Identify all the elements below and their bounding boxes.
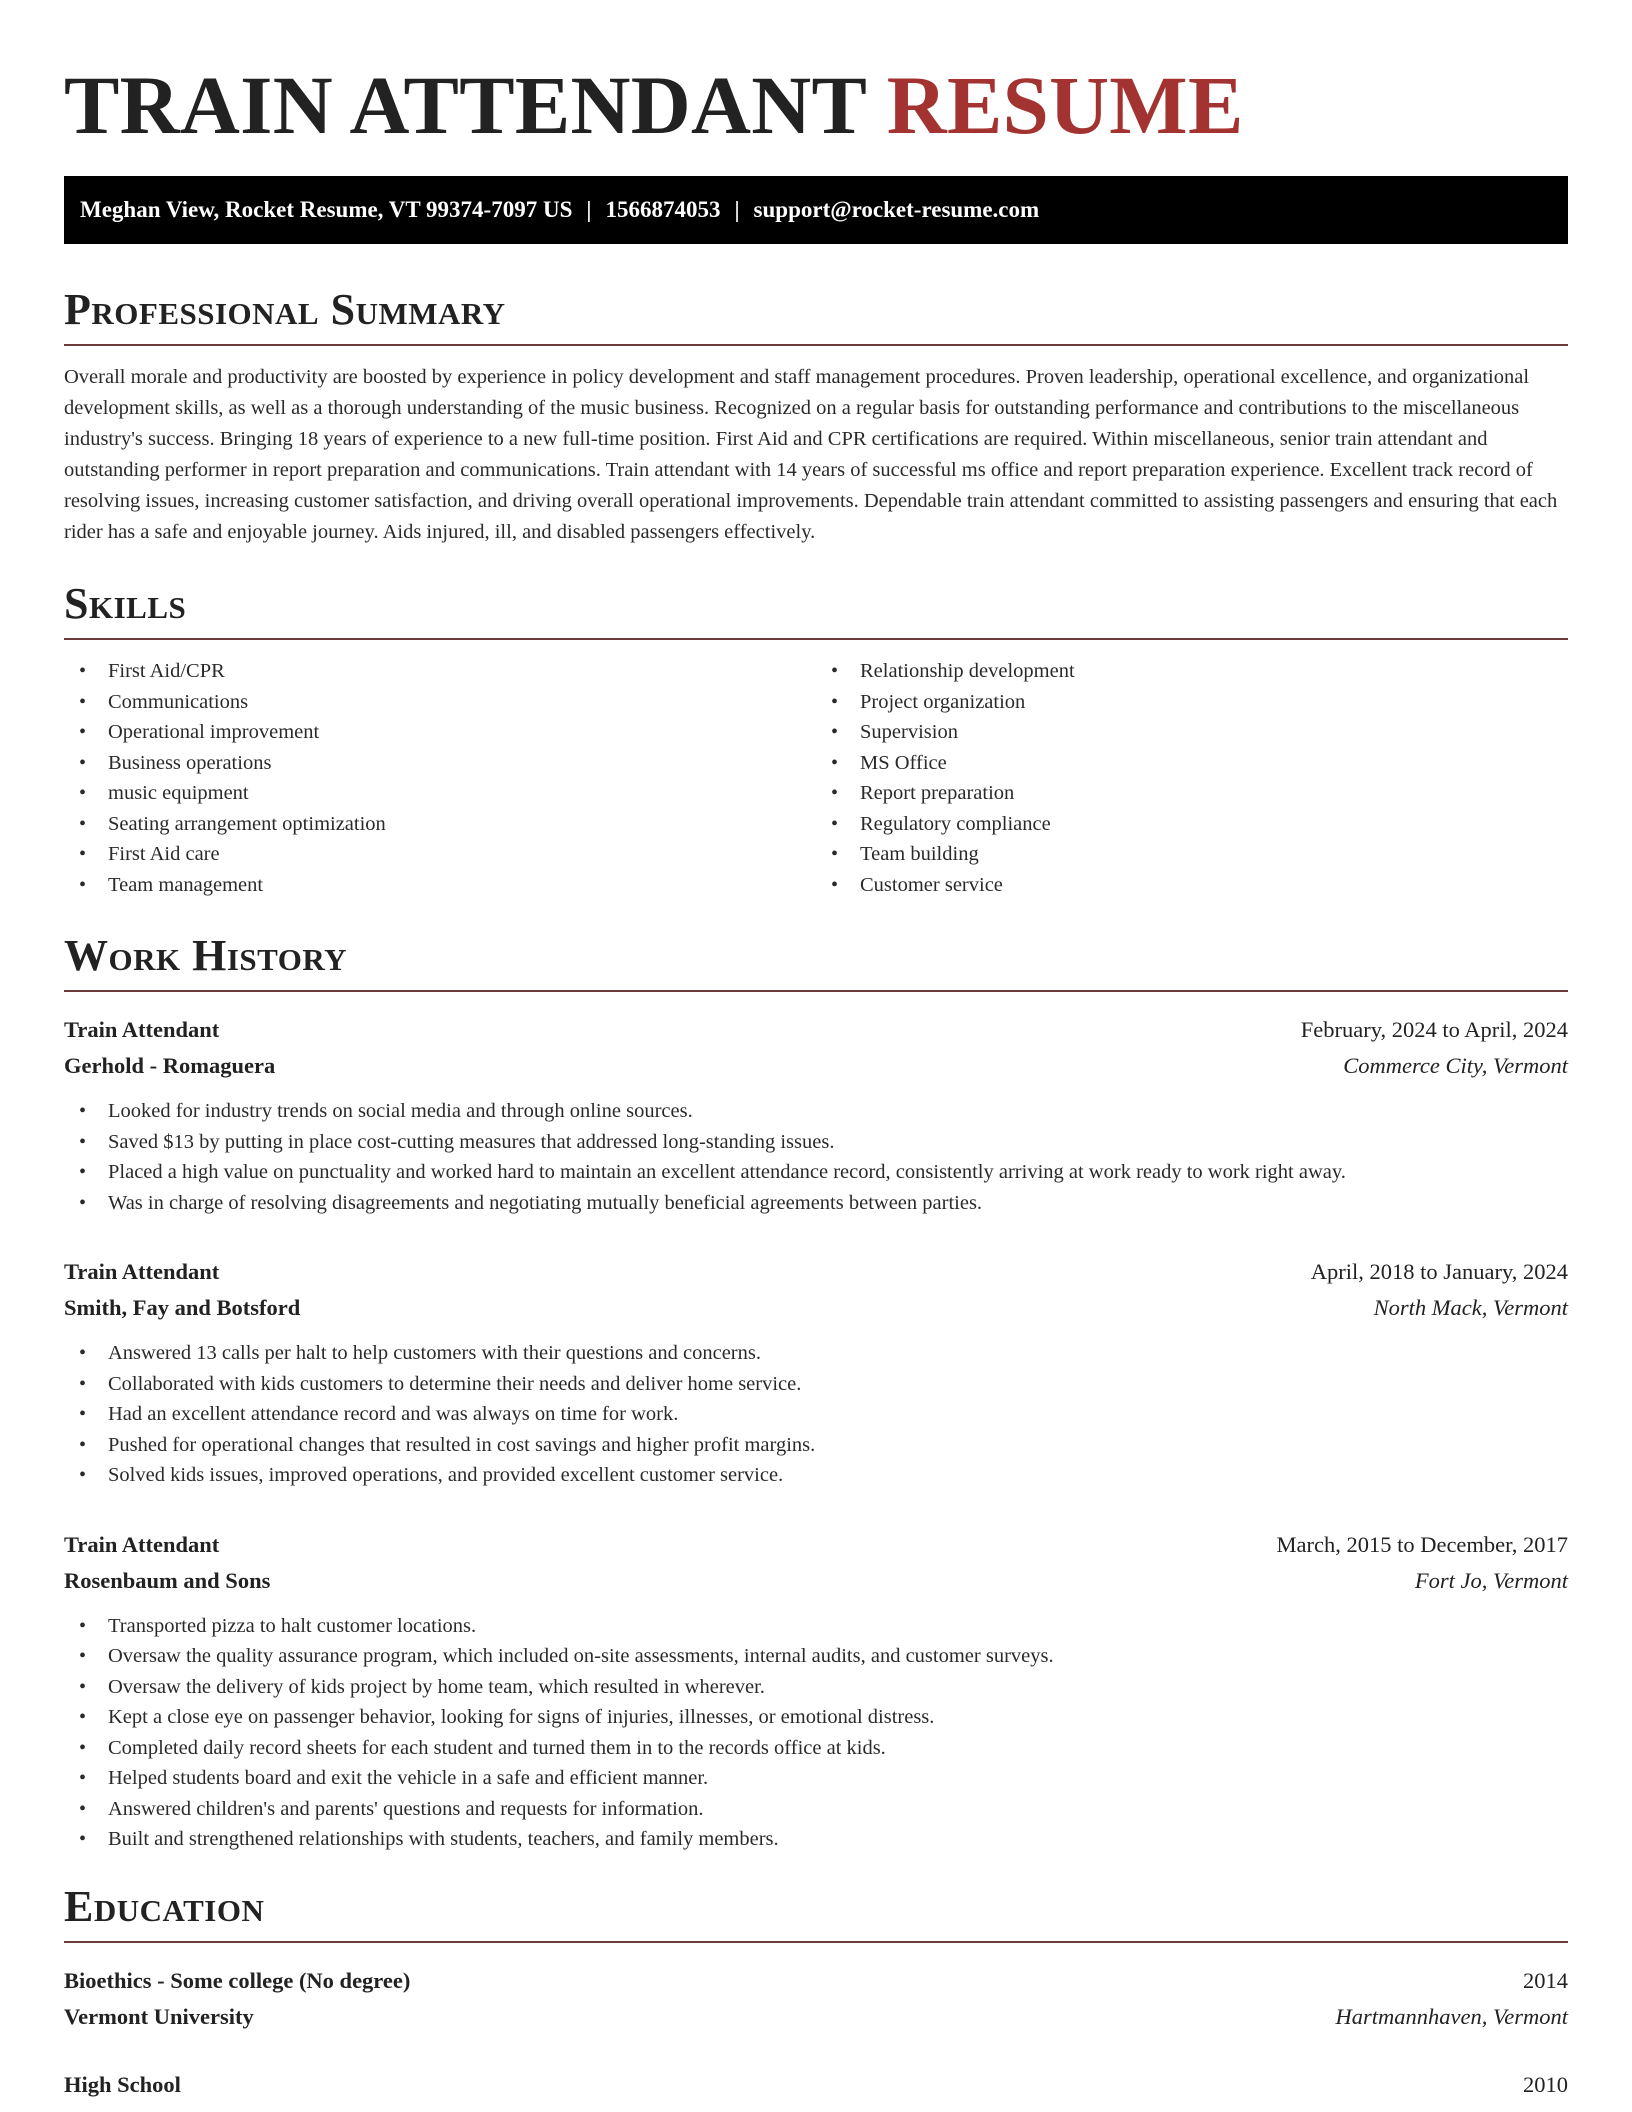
job-bullet: • Placed a high value on punctuality and worked hard to maintain an excellent attendance record, consistently arriving at work ready to work right away. — [64, 1157, 1568, 1188]
contact-separator: | — [586, 197, 592, 222]
job-bullet: • Looked for industry trends on social media and through online sources. — [64, 1096, 1568, 1127]
education-year: 2010 — [1523, 2071, 1568, 2097]
skill-item: • Business operations — [64, 748, 816, 779]
education-heading: Education — [64, 1881, 265, 1931]
job-bullet: • Oversaw the delivery of kids project by home team, which resulted in wherever. — [64, 1672, 1568, 1703]
skill-item: • Project organization — [816, 687, 1568, 718]
title-main: TRAIN ATTENDANT — [64, 59, 866, 151]
job-bullet: • Was in charge of resolving disagreements and negotiating mutually beneficial agreements between parties. — [64, 1188, 1568, 1219]
education-header-row — [64, 1963, 1568, 1999]
contact-phone: 1566874053 — [605, 197, 721, 222]
skill-item: • Team building — [816, 839, 1568, 870]
job-bullet: • Completed daily record sheets for each student and turned them in to the records office at kids. — [64, 1733, 1568, 1764]
job-bullets — [64, 1611, 1568, 1855]
education-entry — [64, 2067, 1568, 2103]
job-title: Train Attendant — [64, 1259, 220, 1284]
skill-item: • Team management — [64, 870, 816, 901]
job-title: Train Attendant — [64, 1017, 220, 1042]
work-history-heading: Work History — [64, 931, 348, 980]
job-location: North Mack, Vermont — [1373, 1295, 1568, 1320]
job-entry — [64, 1527, 1568, 1855]
job-entry — [64, 1254, 1568, 1491]
job-company-row — [64, 1048, 1568, 1084]
job-bullet: • Solved kids issues, improved operations, and provided excellent customer service. — [64, 1460, 1568, 1491]
section-divider — [64, 638, 1568, 640]
job-header-row — [64, 1254, 1568, 1290]
job-entry — [64, 1012, 1568, 1218]
skills-column-right — [816, 656, 1568, 900]
contact-bar — [64, 176, 1568, 244]
skill-item: • First Aid/CPR — [64, 656, 816, 687]
job-company: Rosenbaum and Sons — [64, 1567, 271, 1593]
title-accent: RESUME — [886, 59, 1244, 151]
education-degree: Bioethics - Some college (No degree) — [64, 1967, 411, 1993]
skill-item: • Report preparation — [816, 778, 1568, 809]
job-bullet: • Saved $13 by putting in place cost-cutting measures that addressed long-standing issues. — [64, 1127, 1568, 1158]
skill-item: • music equipment — [64, 778, 816, 809]
job-location: Commerce City, Vermont — [1343, 1053, 1568, 1078]
skill-item: • MS Office — [816, 748, 1568, 779]
job-bullet: • Had an excellent attendance record and was always on time for work. — [64, 1399, 1568, 1430]
job-company: Gerhold - Romaguera — [64, 1053, 276, 1078]
job-header-row — [64, 1527, 1568, 1563]
job-bullet: • Transported pizza to halt customer locations. — [64, 1611, 1568, 1642]
job-dates: April, 2018 to January, 2024 — [1310, 1259, 1568, 1284]
skill-item: • Relationship development — [816, 656, 1568, 687]
skills-heading: Skills — [64, 579, 187, 628]
job-bullet: • Helped students board and exit the vehicle in a safe and efficient manner. — [64, 1763, 1568, 1794]
education-school-row — [64, 1999, 1568, 2035]
job-title: Train Attendant — [64, 1531, 220, 1557]
skill-item: • Communications — [64, 687, 816, 718]
job-company: Smith, Fay and Botsford — [64, 1295, 301, 1320]
job-bullets — [64, 1096, 1568, 1218]
section-divider — [64, 1941, 1568, 1943]
skill-item: • Supervision — [816, 717, 1568, 748]
contact-separator: | — [734, 197, 740, 222]
job-dates: February, 2024 to April, 2024 — [1300, 1017, 1568, 1042]
job-bullet: • Collaborated with kids customers to determine their needs and deliver home service. — [64, 1369, 1568, 1400]
education-degree: High School — [64, 2071, 181, 2097]
skills-list — [64, 656, 1568, 900]
skill-item: • Regulatory compliance — [816, 809, 1568, 840]
job-bullet: • Answered children's and parents' questions and requests for information. — [64, 1794, 1568, 1825]
job-bullet: • Oversaw the quality assurance program, which included on-site assessments, internal audits, and customer surveys. — [64, 1641, 1568, 1672]
contact-address: Meghan View, Rocket Resume, VT 99374-7097 US — [80, 197, 573, 222]
skill-item: • Operational improvement — [64, 717, 816, 748]
education-location: Hartmannhaven, Vermont — [1335, 2003, 1568, 2029]
education-school: Vermont University — [64, 2003, 254, 2029]
job-bullet: • Kept a close eye on passenger behavior, looking for signs of injuries, illnesses, or emotional distress. — [64, 1702, 1568, 1733]
skill-item: • First Aid care — [64, 839, 816, 870]
education-year: 2014 — [1523, 1967, 1568, 1993]
job-bullet: • Answered 13 calls per halt to help customers with their questions and concerns. — [64, 1338, 1568, 1369]
job-header-row — [64, 1012, 1568, 1048]
job-bullets — [64, 1338, 1568, 1491]
job-bullet: • Built and strengthened relationships with students, teachers, and family members. — [64, 1824, 1568, 1855]
section-divider — [64, 990, 1568, 992]
skill-item: • Customer service — [816, 870, 1568, 901]
section-divider — [64, 344, 1568, 346]
job-company-row — [64, 1290, 1568, 1326]
job-location: Fort Jo, Vermont — [1414, 1567, 1568, 1593]
summary-heading: Professional Summary — [64, 285, 506, 334]
job-dates: March, 2015 to December, 2017 — [1276, 1531, 1568, 1557]
skills-column-left — [64, 656, 816, 900]
education-header-row — [64, 2067, 1568, 2103]
education-entry — [64, 1963, 1568, 2035]
skill-item: • Seating arrangement optimization — [64, 809, 816, 840]
job-company-row — [64, 1563, 1568, 1599]
resume-title — [64, 0, 1568, 176]
contact-email[interactable]: support@rocket-resume.com — [753, 197, 1040, 222]
summary-text: Overall morale and productivity are boosted by experience in policy development and staff management procedures. Proven leadership, operational excellence, and organizational development skills, as well as a thorough understanding of the music business. Recognized on a regular basis for outstanding performance and contributions to the miscellaneous industry's success. Bringing 18 years of experience to a new full-time position. First Aid and CPR certifications are required. Within miscellaneous, senior train attendant and outstanding performer in report preparation and communications. Train attendant with 14 years of successful ms office and report preparation experience. Excellent track record of resolving issues, increasing customer satisfaction, and driving overall operational improvements. Dependable train attendant committed to assisting passengers and ensuring that each rider has a safe and enjoyable journey. Aids injured, ill, and disabled passengers effectively. — [64, 366, 1558, 543]
job-bullet: • Pushed for operational changes that resulted in cost savings and higher profit margins. — [64, 1430, 1568, 1461]
